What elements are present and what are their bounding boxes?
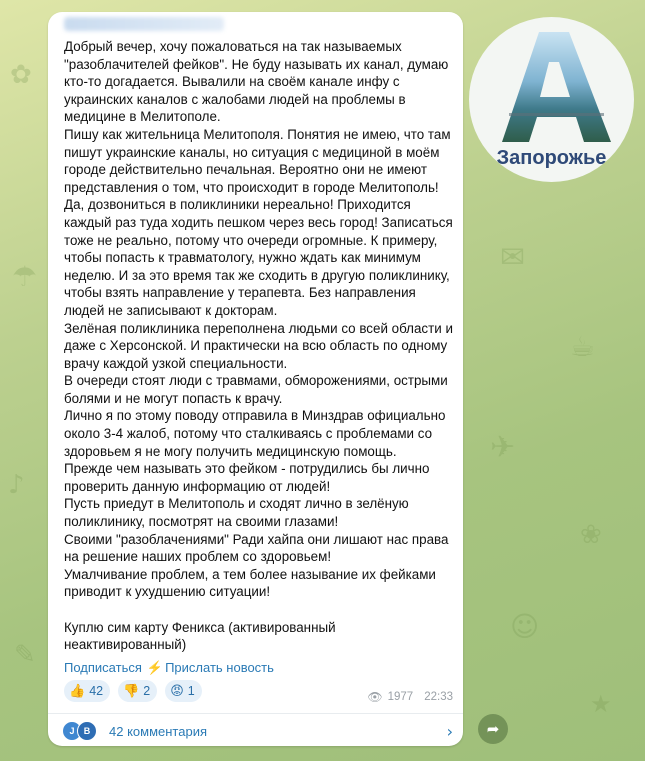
sender-name-blurred — [64, 17, 224, 31]
doodle-icon: ☂ — [12, 260, 38, 293]
message-paragraph: Пишу как жительница Мелитополя. Понятия не имею, что там пишут украинские каналы, но ситуация с медициной в моём городе действительно печальная. Вероятно они не имеют представления о том, что происходит в городе Мелитополь! Да, дозвониться в поликлиники нереально! Приходится каждый раз туда ходить пешком через весь город! Записаться тоже не реально, потому что очереди огромные. К примеру, чтобы попасть к травматологу, нужно ждать как минимум неделю. И за это время так же сходить в другую поликлинику, чтобы взять направление у терапевта. Без направления людей не записывают к докторам. — [64, 126, 453, 318]
message-time: 22:33 — [424, 691, 453, 703]
doodle-icon: ☕ — [570, 330, 596, 363]
message-paragraph: Прежде чем называть это фейком - потрудились бы лично проверить данную информацию от людей! — [64, 461, 430, 494]
message-paragraph: Зелёная поликлиника переполнена людьми со всей области и даже с Херсонской. И практически на всю область по одному врачу каждой узкой специальности. — [64, 320, 453, 371]
subscribe-link[interactable]: Подписаться — [64, 660, 142, 676]
reaction-angry[interactable] — [165, 680, 202, 702]
eye-icon: 👁 — [367, 690, 383, 704]
message-paragraph: В очереди стоят люди с травмами, обморожениями, острыми болями и не могут попасть к врачу. — [64, 373, 448, 406]
doodle-icon: ♪ — [8, 470, 25, 500]
message-paragraph: Своими "разоблачениями" Ради хайпа они лишают нас права на решение наших проблем со здоровьем! — [64, 531, 449, 565]
message-paragraph-blank — [64, 601, 456, 619]
reaction-thumbs-up[interactable] — [64, 680, 110, 702]
channel-avatar[interactable] — [469, 17, 634, 182]
forward-arrow-icon: ➦ — [486, 720, 500, 738]
reaction-count: 2 — [143, 684, 151, 698]
avatar: B — [77, 721, 97, 741]
share-button[interactable] — [478, 714, 508, 744]
doodle-icon: ★ — [590, 690, 612, 718]
send-news-link[interactable]: Прислать новость — [165, 660, 274, 676]
angry-face-icon: 😡 — [170, 683, 184, 699]
reaction-thumbs-down[interactable] — [118, 680, 157, 702]
message-bubble[interactable] — [48, 12, 463, 746]
message-paragraph: Куплю сим карту Феникса (активированный неактивированный) — [64, 619, 336, 653]
thumbs-down-icon: 👎 — [123, 683, 140, 699]
comments-button[interactable] — [62, 716, 453, 746]
divider — [48, 713, 463, 714]
channel-logo-text: Запорожье — [496, 147, 607, 169]
lightning-icon: ⚡ — [146, 659, 164, 675]
thumbs-up-icon: 👍 — [69, 683, 86, 699]
reaction-count: 1 — [187, 684, 195, 698]
doodle-icon: ❀ — [580, 520, 602, 550]
message-paragraph: Пусть приедут в Мелитополь и сходят лично в зелёную поликлинику, посмотрят на своими глазами! — [64, 496, 409, 530]
chevron-right-icon: › — [446, 721, 453, 741]
message-paragraph: Лично я по этому поводу отправила в Минздрав официально около 3-4 жалоб, потому что сталкиваясь с проблемами со здоровьем я не могу получить медицинскую помощь. — [64, 408, 446, 459]
doodle-icon: ✎ — [14, 640, 36, 670]
doodle-icon: ✿ — [10, 60, 32, 90]
message-meta — [367, 690, 453, 704]
avatar: J — [62, 721, 82, 741]
message-text — [64, 38, 456, 654]
message-paragraph: Умалчивание проблем, а тем более называние их фейками приводит к ухудшению ситуации! — [64, 566, 436, 600]
doodle-icon: ✉ — [500, 240, 526, 275]
comments-label: 42 комментария — [109, 723, 207, 739]
message-paragraph: Добрый вечер, хочу пожаловаться на так называемых "разоблачителей фейков". Не буду называть их канал, думаю кто-то догадается. Вывалили на своём канале инфу с украинских каналов с жалобами людей на проблемы в медицине в Мелитополе. — [64, 39, 449, 125]
view-count: 1977 — [387, 691, 414, 703]
footer-links — [64, 659, 274, 676]
reactions-bar — [64, 680, 202, 702]
commenter-avatars — [62, 721, 97, 741]
doodle-icon: ✈ — [490, 430, 516, 465]
reaction-count: 42 — [89, 684, 104, 698]
doodle-icon: ☺ — [510, 610, 540, 643]
